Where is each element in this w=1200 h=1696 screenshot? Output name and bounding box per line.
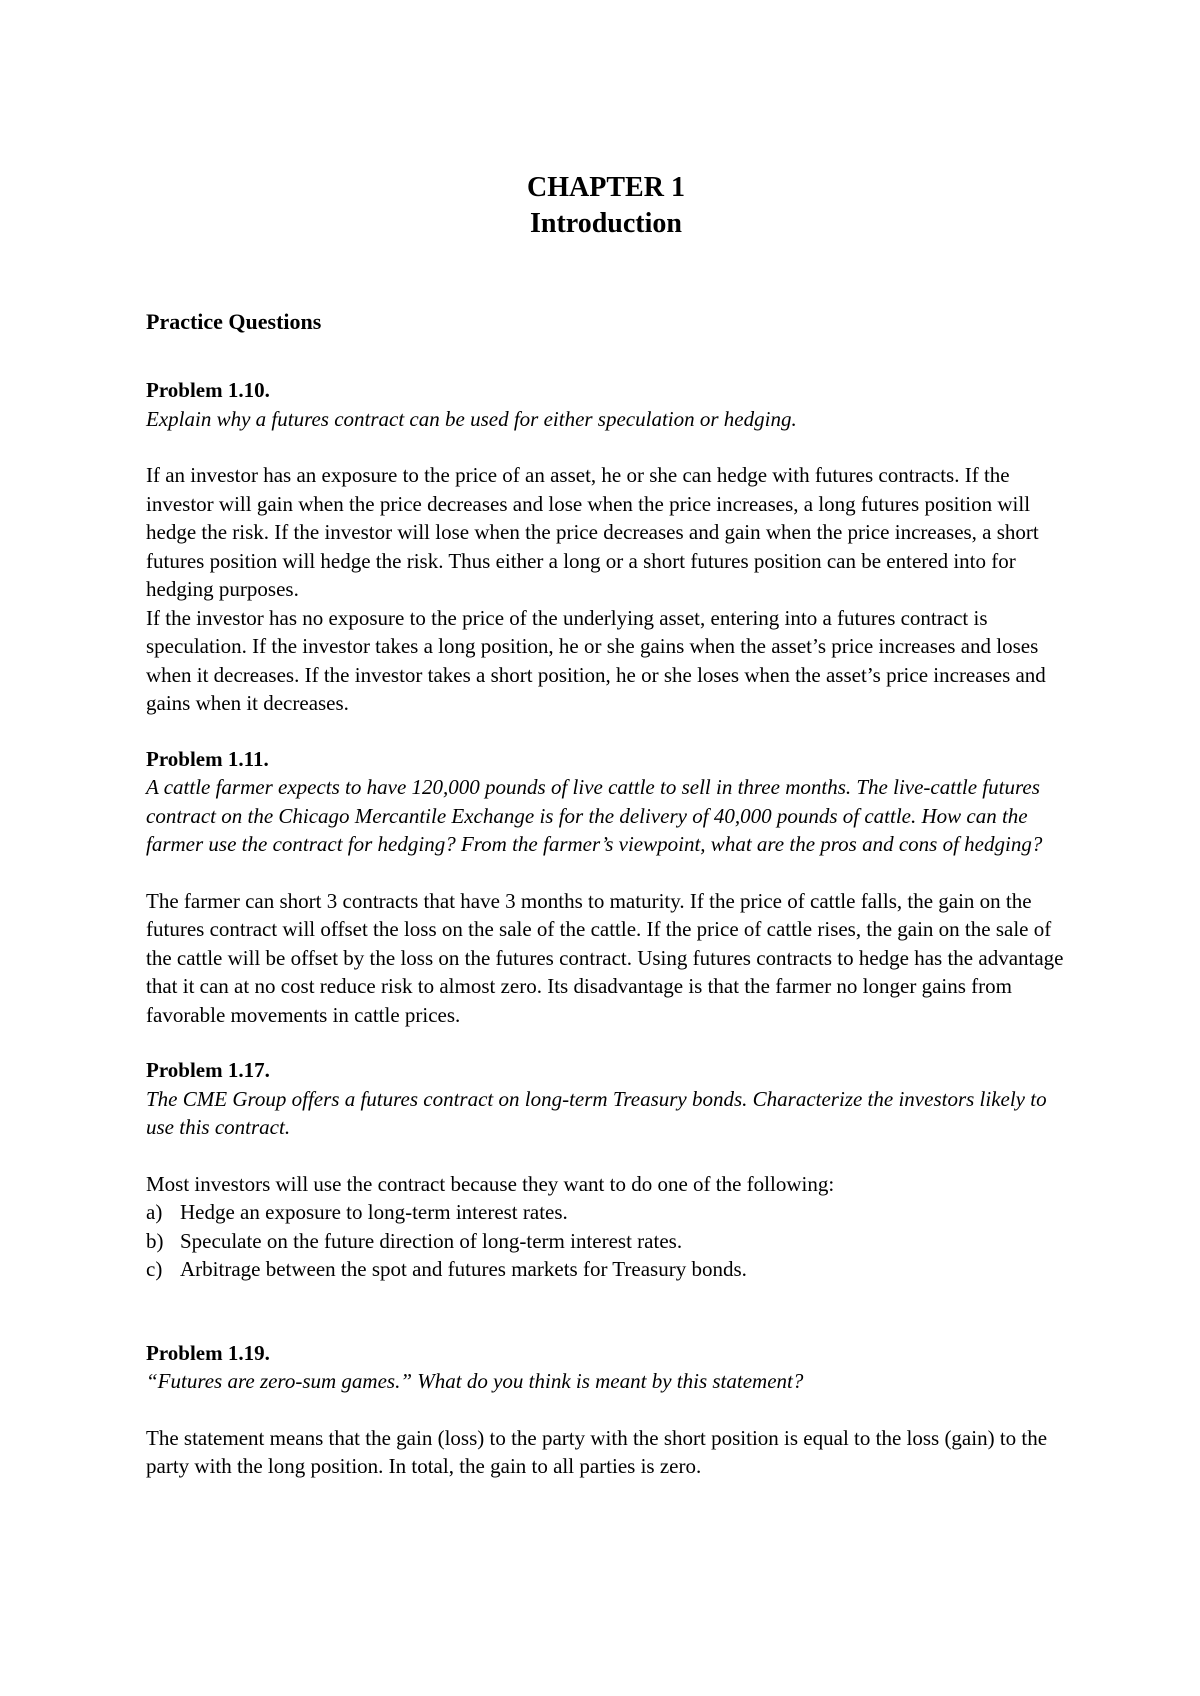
section-title: Practice Questions bbox=[146, 309, 322, 334]
problem-title: Problem 1.11. bbox=[146, 746, 269, 771]
document-page bbox=[146, 170, 1066, 1481]
problem-title: Problem 1.10. bbox=[146, 378, 270, 402]
answer-intro: Most investors will use the contract because they want to do one of the following: bbox=[146, 1171, 835, 1196]
problem-question: The CME Group offers a futures contract on long-term Treasury bonds. Characterize the investors likely to use this contract. bbox=[146, 1086, 1047, 1139]
list-marker: c) bbox=[146, 1257, 163, 1281]
list-marker: a) bbox=[146, 1200, 163, 1224]
problem-1-11 bbox=[146, 745, 1066, 1030]
problem-question: A cattle farmer expects to have 120,000 pounds of live cattle to sell in three months. The live-cattle futures contract on the Chicago Mercantile Exchange is for the delivery of 40,000 pounds of cattle. How can the farmer use the contract for hedging? From the farmer’s viewpoint, what are the pros and cons of hedging? bbox=[146, 775, 1043, 856]
chapter-title: Introduction bbox=[530, 208, 682, 239]
chapter-header bbox=[146, 170, 1066, 242]
problem-1-10 bbox=[146, 376, 1066, 718]
answer-paragraph: The farmer can short 3 contracts that have 3 months to maturity. If the price of cattle falls, the gain on the futures contract will offset the loss on the sale of the cattle. If the price of cattle rises, the gain on the sale of the cattle will be offset by the loss on the futures contract. Using futures contracts to hedge has the advantage that it can at no cost reduce risk to almost zero. Its disadvantage is that the farmer no longer gains from favorable movements in cattle prices. bbox=[146, 888, 1064, 1027]
answer-paragraph: The statement means that the gain (loss) to the party with the short position is equal to the loss (gain) to the party with the long position. In total, the gain to all parties is zero. bbox=[146, 1425, 1048, 1478]
list-item-text: Arbitrage between the spot and futures markets for Treasury bonds. bbox=[180, 1257, 747, 1281]
list-item-text: Speculate on the future direction of long-term interest rates. bbox=[180, 1228, 683, 1253]
problem-answer bbox=[146, 1170, 1066, 1284]
problem-1-19 bbox=[146, 1339, 1066, 1481]
problem-question: Explain why a futures contract can be used for either speculation or hedging. bbox=[146, 406, 797, 431]
list-marker: b) bbox=[146, 1228, 164, 1253]
answer-paragraph: If an investor has an exposure to the price of an asset, he or she can hedge with futures contracts. If the investor will gain when the price decreases and lose when the price increases, a long futures position will hedge the risk. If the investor will lose when the price decreases and gain when the price increases, a short futures position will hedge the risk. Thus either a long or a short futures position can be entered into for hedging purposes. bbox=[146, 463, 1039, 601]
answer-paragraph: If the investor has no exposure to the price of the underlying asset, entering into a futures contract is speculation. If the investor takes a long position, he or she gains when the asset’s price increases and loses when it decreases. If the investor takes a short position, he or she loses when the asset’s price increases and gains when it decreases. bbox=[146, 605, 1046, 715]
list-item bbox=[146, 1255, 1066, 1284]
problem-title: Problem 1.19. bbox=[146, 1340, 270, 1365]
problem-1-17 bbox=[146, 1056, 1066, 1284]
problem-answer bbox=[146, 461, 1066, 718]
list-item bbox=[146, 1227, 1066, 1256]
problem-answer bbox=[146, 887, 1066, 1030]
list-item bbox=[146, 1198, 1066, 1227]
problem-question: “Futures are zero-sum games.” What do you think is meant by this statement? bbox=[146, 1369, 804, 1393]
problem-answer bbox=[146, 1424, 1066, 1481]
list-item-text: Hedge an exposure to long-term interest rates. bbox=[180, 1200, 568, 1224]
chapter-number: CHAPTER 1 bbox=[527, 172, 685, 203]
answer-options-list bbox=[146, 1198, 1066, 1284]
problem-title: Problem 1.17. bbox=[146, 1058, 270, 1082]
